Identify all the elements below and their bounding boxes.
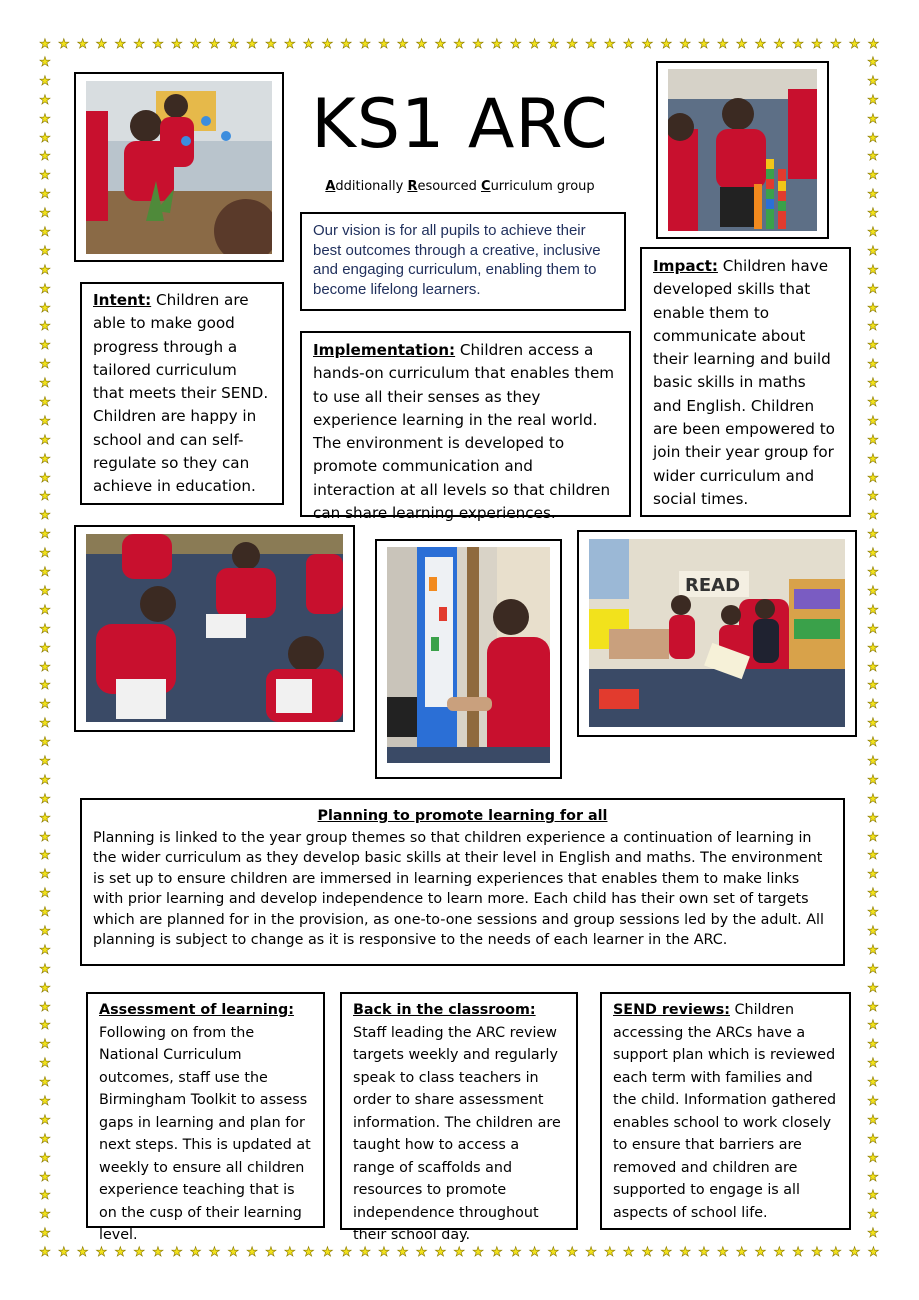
star-icon: ★ — [867, 451, 879, 467]
star-icon: ★ — [867, 1188, 879, 1204]
star-icon: ★ — [152, 37, 164, 52]
star-icon: ★ — [265, 37, 277, 52]
star-icon: ★ — [867, 300, 879, 316]
star-icon: ★ — [321, 37, 334, 52]
star-icon: ★ — [867, 413, 879, 429]
star-icon: ★ — [396, 37, 409, 52]
star-icon: ★ — [265, 1245, 277, 1260]
star-icon: ★ — [39, 886, 51, 902]
star-icon: ★ — [472, 37, 484, 52]
star-border-left — [38, 56, 52, 1242]
star-icon: ★ — [114, 37, 127, 52]
star-icon: ★ — [829, 1245, 842, 1260]
star-icon: ★ — [509, 37, 522, 52]
subtitle-initial-r: R — [407, 179, 418, 194]
star-icon: ★ — [867, 225, 879, 241]
star-icon: ★ — [867, 527, 879, 543]
classroom-box — [340, 992, 578, 1243]
star-icon: ★ — [660, 37, 673, 52]
star-icon: ★ — [302, 37, 315, 52]
star-icon: ★ — [491, 1245, 503, 1260]
star-icon: ★ — [246, 1245, 258, 1260]
star-icon: ★ — [39, 546, 51, 562]
photo-stacking-cubes-image — [668, 69, 817, 231]
star-icon: ★ — [660, 1245, 673, 1260]
star-icon: ★ — [528, 37, 541, 52]
star-icon: ★ — [39, 319, 51, 335]
star-icon: ★ — [39, 565, 51, 581]
star-icon: ★ — [39, 602, 51, 618]
photo-reading-corner-image — [589, 539, 845, 727]
photo-magnetic-board-image — [387, 547, 550, 763]
planning-box — [80, 798, 845, 966]
star-icon: ★ — [792, 1245, 804, 1260]
star-icon: ★ — [867, 716, 879, 732]
star-icon: ★ — [39, 1112, 51, 1128]
star-icon: ★ — [453, 1245, 466, 1260]
star-icon: ★ — [76, 1245, 89, 1260]
star-icon: ★ — [58, 1245, 70, 1260]
star-icon: ★ — [604, 1245, 616, 1260]
star-icon: ★ — [39, 1150, 51, 1166]
photo-floor-writing — [74, 525, 355, 732]
send-body: Children accessing the ARCs have a support plan which is reviewed each term with families and the child. Information gathered enables school to work closely to ensure that barriers are removed and children are supported to engage is all aspects of school life. — [613, 1002, 837, 1221]
star-icon: ★ — [867, 583, 879, 599]
star-icon: ★ — [415, 37, 428, 52]
star-icon: ★ — [641, 1245, 654, 1260]
star-icon: ★ — [39, 357, 51, 373]
star-icon: ★ — [867, 546, 879, 562]
subtitle-rest-a: dditionally — [335, 179, 408, 194]
star-icon: ★ — [39, 92, 51, 108]
star-icon: ★ — [773, 37, 786, 52]
star-icon: ★ — [867, 735, 879, 751]
star-icon: ★ — [585, 1245, 597, 1260]
star-icon: ★ — [283, 1245, 296, 1260]
star-icon: ★ — [39, 923, 51, 939]
star-icon: ★ — [39, 1075, 51, 1091]
star-icon: ★ — [39, 55, 51, 70]
star-icon: ★ — [867, 829, 879, 845]
classroom-body: Staff leading the ARC review targets weekly and regularly speak to class teachers in order to share assessment information. The children are taught how to access a range of scaffolds and resources to promote independence throughout their school day. — [353, 1024, 561, 1243]
star-icon: ★ — [867, 810, 879, 826]
star-icon: ★ — [867, 262, 879, 278]
star-icon: ★ — [848, 37, 861, 52]
star-icon: ★ — [39, 451, 51, 467]
star-icon: ★ — [867, 1018, 879, 1034]
assessment-body: Following on from the National Curriculum outcomes, staff use the Birmingham Toolkit to assess gaps in learning and plan for next steps. This is updated at weekly to ensure all children experience teaching that is on the cusp of their learning level. — [99, 1024, 311, 1243]
star-icon: ★ — [867, 168, 879, 184]
star-icon: ★ — [867, 489, 879, 505]
star-icon: ★ — [867, 621, 879, 637]
impact-heading: Impact: — [653, 257, 718, 275]
star-icon: ★ — [227, 37, 240, 52]
photo-reading-corner — [577, 530, 857, 737]
star-icon: ★ — [867, 432, 879, 448]
star-icon: ★ — [133, 1245, 145, 1260]
star-icon: ★ — [622, 37, 635, 52]
star-icon: ★ — [867, 206, 879, 222]
star-icon: ★ — [39, 300, 51, 316]
star-icon: ★ — [39, 1226, 51, 1242]
photo-read-sign: READ — [685, 575, 741, 596]
star-icon: ★ — [39, 262, 51, 278]
planning-heading-text: Planning to promote learning for all — [317, 808, 608, 824]
impact-body: Children have developed skills that enable them to communicate about their learning and build basic skills in maths and English. Children are been empowered to join their year group for wider curriculum and social times. — [653, 257, 835, 508]
star-icon: ★ — [434, 37, 447, 52]
photo-floor-writing-image — [86, 534, 343, 722]
photo-stacking-cubes — [656, 61, 829, 239]
star-icon: ★ — [39, 395, 51, 411]
star-icon: ★ — [39, 37, 51, 52]
star-icon: ★ — [39, 149, 51, 165]
intent-text — [93, 289, 271, 499]
star-icon: ★ — [472, 1245, 484, 1260]
subtitle-rest-c: urriculum group — [490, 179, 595, 194]
photo-plant-activity — [74, 72, 284, 262]
star-icon: ★ — [39, 772, 51, 788]
assessment-heading — [99, 999, 312, 1022]
star-icon: ★ — [867, 508, 879, 524]
star-icon: ★ — [378, 1245, 390, 1260]
star-icon: ★ — [208, 37, 221, 52]
star-icon: ★ — [39, 168, 51, 184]
send-box — [600, 992, 851, 1230]
classroom-heading: Back in the classroom: — [353, 1002, 536, 1018]
star-icon: ★ — [867, 1207, 879, 1223]
star-icon: ★ — [867, 243, 879, 259]
star-icon: ★ — [716, 1245, 729, 1260]
star-icon: ★ — [453, 37, 466, 52]
subtitle-initial-a: A — [325, 179, 336, 194]
star-icon: ★ — [340, 37, 353, 52]
subtitle-initial-c: C — [481, 179, 491, 194]
implementation-box — [300, 331, 631, 523]
intent-heading: Intent: — [93, 291, 152, 309]
star-icon: ★ — [39, 961, 51, 977]
star-icon: ★ — [39, 281, 51, 297]
star-border-bottom — [38, 1246, 881, 1260]
star-icon: ★ — [39, 1207, 51, 1223]
star-icon: ★ — [39, 1093, 51, 1109]
star-icon: ★ — [867, 961, 879, 977]
star-icon: ★ — [867, 130, 879, 146]
star-icon: ★ — [302, 1245, 315, 1260]
planning-heading — [93, 805, 832, 828]
star-icon: ★ — [604, 37, 616, 52]
star-icon: ★ — [754, 1245, 767, 1260]
star-icon: ★ — [848, 1245, 861, 1260]
star-icon: ★ — [340, 1245, 353, 1260]
star-icon: ★ — [566, 1245, 579, 1260]
star-icon: ★ — [208, 1245, 221, 1260]
star-icon: ★ — [566, 37, 579, 52]
star-icon: ★ — [246, 37, 258, 52]
subtitle-rest-r: esourced — [417, 179, 482, 194]
star-icon: ★ — [867, 1056, 879, 1072]
star-border-top — [38, 38, 881, 52]
star-icon: ★ — [396, 1245, 409, 1260]
star-icon: ★ — [867, 338, 879, 354]
star-icon: ★ — [114, 1245, 127, 1260]
star-icon: ★ — [321, 1245, 334, 1260]
star-icon: ★ — [867, 470, 879, 486]
star-icon: ★ — [189, 1245, 202, 1260]
star-icon: ★ — [39, 1188, 51, 1204]
star-icon: ★ — [39, 583, 51, 599]
star-icon: ★ — [189, 37, 202, 52]
star-icon: ★ — [867, 376, 879, 392]
star-icon: ★ — [39, 980, 51, 996]
star-icon: ★ — [829, 37, 842, 52]
star-icon: ★ — [39, 1037, 51, 1053]
star-icon: ★ — [39, 1018, 51, 1034]
star-icon: ★ — [867, 281, 879, 297]
star-icon: ★ — [698, 1245, 710, 1260]
implementation-text — [313, 339, 618, 525]
star-icon: ★ — [491, 37, 503, 52]
star-icon: ★ — [867, 980, 879, 996]
star-icon: ★ — [39, 243, 51, 259]
star-icon: ★ — [39, 376, 51, 392]
star-icon: ★ — [547, 1245, 560, 1260]
star-icon: ★ — [39, 999, 51, 1015]
star-icon: ★ — [867, 905, 879, 921]
star-icon: ★ — [76, 37, 89, 52]
star-icon: ★ — [95, 37, 108, 52]
star-icon: ★ — [867, 791, 879, 807]
star-icon: ★ — [39, 413, 51, 429]
star-icon: ★ — [867, 886, 879, 902]
star-icon: ★ — [622, 1245, 635, 1260]
star-icon: ★ — [39, 791, 51, 807]
implementation-body: Children access a hands-on curriculum that enables them to use all their senses as they experience learning in the real world. The environment is developed to promote communication and interaction at all levels so that children can share learning experiences. — [313, 341, 615, 523]
star-icon: ★ — [39, 829, 51, 845]
impact-box — [640, 247, 851, 517]
star-icon: ★ — [39, 130, 51, 146]
star-icon: ★ — [39, 1245, 51, 1260]
star-icon: ★ — [528, 1245, 541, 1260]
star-icon: ★ — [641, 37, 654, 52]
star-icon: ★ — [227, 1245, 240, 1260]
star-icon: ★ — [39, 867, 51, 883]
assessment-box — [86, 992, 325, 1243]
star-icon: ★ — [867, 923, 879, 939]
star-icon: ★ — [867, 1226, 879, 1242]
star-icon: ★ — [867, 659, 879, 675]
star-icon: ★ — [39, 697, 51, 713]
star-icon: ★ — [867, 753, 879, 769]
star-icon: ★ — [585, 37, 597, 52]
star-icon: ★ — [39, 905, 51, 921]
assessment-heading-text: Assessment of learning: — [99, 1002, 294, 1018]
star-icon: ★ — [39, 659, 51, 675]
star-icon: ★ — [716, 37, 729, 52]
star-icon: ★ — [867, 772, 879, 788]
implementation-heading: Implementation: — [313, 341, 456, 359]
star-icon: ★ — [39, 1056, 51, 1072]
star-border-right — [866, 56, 880, 1242]
star-icon: ★ — [867, 149, 879, 165]
star-icon: ★ — [867, 73, 879, 89]
star-icon: ★ — [39, 225, 51, 241]
star-icon: ★ — [39, 73, 51, 89]
star-icon: ★ — [867, 319, 879, 335]
star-icon: ★ — [39, 338, 51, 354]
star-icon: ★ — [679, 1245, 691, 1260]
star-icon: ★ — [754, 37, 767, 52]
star-icon: ★ — [698, 37, 710, 52]
star-icon: ★ — [152, 1245, 164, 1260]
page-title: KS1 ARC — [311, 85, 609, 164]
star-icon: ★ — [867, 1037, 879, 1053]
intent-box — [80, 282, 284, 505]
star-icon: ★ — [735, 1245, 748, 1260]
star-icon: ★ — [547, 37, 560, 52]
star-icon: ★ — [792, 37, 804, 52]
star-icon: ★ — [434, 1245, 447, 1260]
star-icon: ★ — [735, 37, 748, 52]
star-icon: ★ — [867, 187, 879, 203]
star-icon: ★ — [39, 432, 51, 448]
star-icon: ★ — [867, 1075, 879, 1091]
star-icon: ★ — [867, 1093, 879, 1109]
intent-body: Children are able to make good progress through a tailored curriculum that meets their SEND. Children are happy in school and can self-regulate so they can achieve in education. — [93, 291, 269, 496]
star-icon: ★ — [867, 678, 879, 694]
star-icon: ★ — [867, 111, 879, 127]
star-icon: ★ — [867, 395, 879, 411]
star-icon: ★ — [39, 942, 51, 958]
star-icon: ★ — [867, 1131, 879, 1147]
send-heading: SEND reviews: — [613, 1002, 730, 1018]
star-icon: ★ — [773, 1245, 786, 1260]
star-icon: ★ — [39, 678, 51, 694]
star-icon: ★ — [359, 37, 371, 52]
vision-text: Our vision is for all pupils to achieve their best outcomes through a creative, inclusive and engaging curriculum, enabling them to become lifelong learners. — [313, 222, 601, 298]
star-icon: ★ — [39, 640, 51, 656]
star-icon: ★ — [39, 753, 51, 769]
star-icon: ★ — [867, 565, 879, 581]
vision-box — [300, 212, 626, 311]
star-icon: ★ — [39, 470, 51, 486]
star-icon: ★ — [867, 867, 879, 883]
star-icon: ★ — [867, 602, 879, 618]
star-icon: ★ — [867, 848, 879, 864]
star-icon: ★ — [170, 37, 183, 52]
star-icon: ★ — [679, 37, 691, 52]
star-icon: ★ — [39, 735, 51, 751]
star-icon: ★ — [39, 489, 51, 505]
star-icon: ★ — [867, 942, 879, 958]
send-text — [613, 999, 838, 1224]
star-icon: ★ — [39, 848, 51, 864]
star-icon: ★ — [39, 527, 51, 543]
star-icon: ★ — [867, 92, 879, 108]
star-icon: ★ — [39, 508, 51, 524]
star-icon: ★ — [867, 1169, 879, 1185]
star-icon: ★ — [867, 55, 879, 70]
star-icon: ★ — [867, 697, 879, 713]
star-icon: ★ — [811, 1245, 823, 1260]
star-icon: ★ — [867, 1112, 879, 1128]
star-icon: ★ — [39, 621, 51, 637]
page-subtitle — [300, 179, 620, 194]
star-icon: ★ — [39, 187, 51, 203]
star-icon: ★ — [58, 37, 70, 52]
star-icon: ★ — [170, 1245, 183, 1260]
star-icon: ★ — [39, 716, 51, 732]
star-icon: ★ — [39, 206, 51, 222]
star-icon: ★ — [811, 37, 823, 52]
star-icon: ★ — [867, 999, 879, 1015]
star-icon: ★ — [867, 1150, 879, 1166]
star-icon: ★ — [359, 1245, 371, 1260]
star-icon: ★ — [39, 810, 51, 826]
star-icon: ★ — [378, 37, 390, 52]
star-icon: ★ — [509, 1245, 522, 1260]
star-icon: ★ — [133, 37, 145, 52]
photo-magnetic-board — [375, 539, 562, 779]
classroom-text — [353, 999, 565, 1247]
star-icon: ★ — [415, 1245, 428, 1260]
star-icon: ★ — [95, 1245, 108, 1260]
planning-body: Planning is linked to the year group themes so that children experience a continuation of learning in the wider curriculum as they develop basic skills at their level in English and maths. The environment is set up to ensure children are immersed in learning experiences that enables them to make links with prior learning and develop independence to learn more. Each child has their own set of targets which are planned for in the provision, as one-to-one sessions and group sessions led by the adult. All planning is subject to change as it is responsive to the needs of each learner in the ARC. — [93, 829, 824, 949]
star-icon: ★ — [39, 111, 51, 127]
star-icon: ★ — [867, 640, 879, 656]
impact-text — [653, 255, 838, 511]
star-icon: ★ — [39, 1131, 51, 1147]
star-icon: ★ — [283, 37, 296, 52]
photo-plant-activity-image — [86, 81, 272, 254]
star-icon: ★ — [867, 1245, 880, 1260]
star-icon: ★ — [867, 357, 879, 373]
star-icon: ★ — [39, 1169, 51, 1185]
star-icon: ★ — [867, 37, 880, 52]
